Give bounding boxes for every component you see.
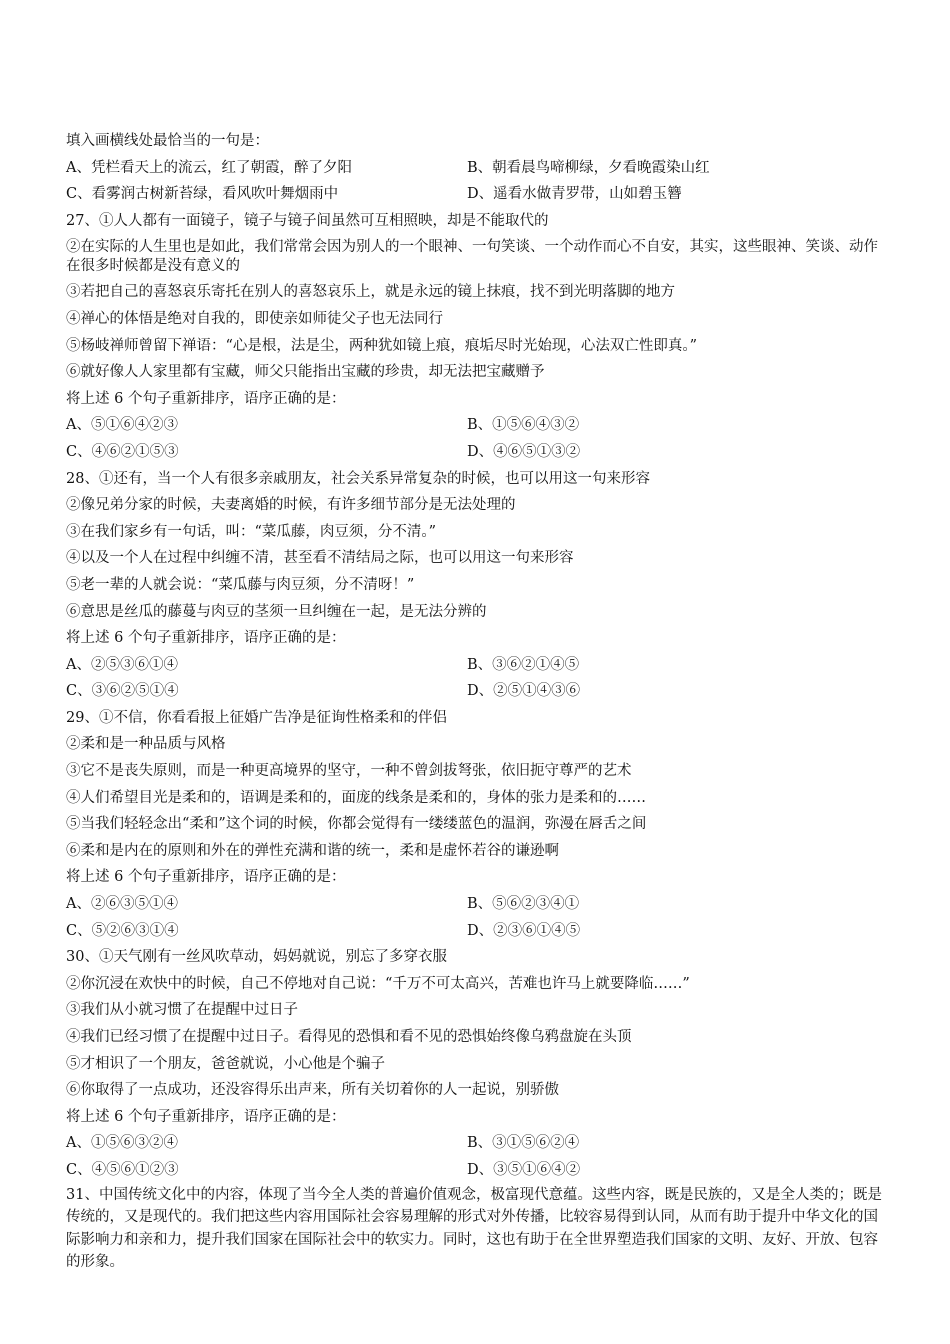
q27-option-c[interactable]: C、④⑥②①⑤③ (66, 443, 179, 460)
q29-sentence-4: ④人们希望目光是柔和的，语调是柔和的，面庞的线条是柔和的，身体的张力是柔和的…… (66, 789, 646, 806)
q30-options-row-1 (66, 1130, 890, 1157)
q29-sentence-6: ⑥柔和是内在的原则和外在的弹性充满和谐的统一，柔和是虚怀若谷的谦逊啊 (66, 842, 559, 859)
q28-option-c[interactable]: C、③⑥②⑤①④ (66, 683, 179, 700)
q30-sentence-4: ④我们已经习惯了在提醒中过日子。看得见的恐惧和看不见的恐惧始终像乌鸦盘旋在头顶 (66, 1029, 632, 1045)
q29-option-d[interactable]: D、②③⑥①④⑤ (467, 922, 581, 939)
q26-option-d[interactable]: D、遥看水做青罗带，山如碧玉簪 (467, 186, 682, 203)
q28-options-row-1 (66, 652, 890, 679)
q26-options-row-1 (66, 155, 890, 182)
q28-sentence-5: ⑤老一辈的人就会说：“菜瓜藤与肉豆须，分不清呀！” (66, 576, 415, 593)
q27-sentence-2: ②在实际的人生里也是如此，我们常常会因为别人的一个眼神、一句笑谈、一个动作而心不自安，其实，这些眼神、笑谈、动作在很多时候都是没有意义的 (66, 239, 878, 275)
q29-option-a[interactable]: A、②⑥③⑤①④ (66, 896, 178, 913)
q29-option-c[interactable]: C、⑤②⑥③①④ (66, 922, 179, 939)
q28-sentence-2: ②像兄弟分家的时候，夫妻离婚的时候，有许多细节部分是无法处理的 (66, 497, 516, 514)
q30-sentence-6: ⑥你取得了一点成功，还没容得乐出声来，所有关切着你的人一起说，别骄傲 (66, 1082, 559, 1099)
q28-option-b[interactable]: B、③⑥②①④⑤ (467, 656, 580, 673)
q29-prompt: 将上述 6 个句子重新排序，语序正确的是： (66, 869, 346, 886)
q30-option-d[interactable]: D、③⑤①⑥④② (467, 1161, 581, 1178)
q27-options-row-2 (66, 439, 890, 466)
q27-option-b[interactable]: B、①⑤⑥④③② (467, 417, 580, 434)
q29-options-row-1 (66, 891, 890, 918)
q26-option-a[interactable]: A、凭栏看天上的流云，红了朝霞，醉了夕阳 (66, 159, 352, 176)
q27-sentence-3: ③若把自己的喜怒哀乐寄托在别人的喜怒哀乐上，就是永远的镜上抹痕，找不到光明落脚的地方 (66, 284, 675, 301)
q30-option-a[interactable]: A、①⑤⑥③②④ (66, 1135, 178, 1152)
q28-sentence-6: ⑥意思是丝瓜的藤蔓与肉豆的茎须一旦纠缠在一起，是无法分辨的 (66, 603, 487, 620)
q27-sentence-6: ⑥就好像人人家里都有宝藏，师父只能指出宝藏的珍贵，却无法把宝藏赠予 (66, 364, 545, 381)
q29-sentence-3: ③它不是丧失原则，而是一种更高境界的坚守，一种不曾剑拔弩张，依旧扼守尊严的艺术 (66, 763, 632, 780)
q29-option-b[interactable]: B、⑤⑥②③④① (467, 896, 580, 913)
q30-sentence-5: ⑤才相识了一个朋友，爸爸就说，小心他是个骗子 (66, 1055, 385, 1072)
q26-options-row-2 (66, 181, 890, 208)
q26-option-c[interactable]: C、看雾润古树新苔绿，看风吹叶舞烟雨中 (66, 186, 339, 203)
q30-prompt: 将上述 6 个句子重新排序，语序正确的是： (66, 1108, 346, 1125)
q26-prompt: 填入画横线处最恰当的一句是： (66, 133, 269, 149)
q30-option-b[interactable]: B、③①⑤⑥②④ (467, 1135, 580, 1152)
q31-paragraph: 31、中国传统文化中的内容，体现了当今全人类的普遍价值观念，极富现代意蕴。这些内容，既是民族的，又是全人类的；既是传统的，又是现代的。我们把这些内容用国际社会容易理解的形式对外传播，比较容易得到认同，从而有助于提升中华文化的国际影响力和亲和力，提升我们国家在国际社会中的软实力。同时，这也有助于在全世界塑造我们国家的文明、友好、开放、包容的形象。 (66, 1186, 882, 1271)
q28-option-a[interactable]: A、②⑤③⑥①④ (66, 656, 178, 673)
q30-sentence-3: ③我们从小就习惯了在提醒中过日子 (66, 1002, 298, 1019)
q27-sentence-5: ⑤杨岐禅师曾留下禅语：“心是根，法是尘，两种犹如镜上痕，痕垢尽时光始现，心法双亡性即真。” (66, 337, 698, 354)
q29-sentence-1: 29、①不信，你看看报上征婚广告净是征询性格柔和的伴侣 (66, 709, 447, 726)
q30-options-row-2 (66, 1157, 890, 1184)
q28-option-d[interactable]: D、②⑤①④③⑥ (467, 683, 581, 700)
q27-sentence-1: 27、①人人都有一面镜子，镜子与镜子间虽然可互相照映，却是不能取代的 (66, 212, 549, 229)
q29-sentence-5: ⑤当我们轻轻念出“柔和”这个词的时候，你都会觉得有一缕缕蓝色的温润，弥漫在唇舌之间 (66, 816, 647, 833)
q30-sentence-2: ②你沉浸在欢快中的时候，自己不停地对自己说：“千万不可太高兴，苦难也许马上就要降临……” (66, 975, 690, 992)
q28-prompt: 将上述 6 个句子重新排序，语序正确的是： (66, 630, 346, 647)
q27-sentence-4: ④禅心的体悟是绝对自我的，即使亲如师徒父子也无法同行 (66, 310, 443, 327)
q28-sentence-4: ④以及一个人在过程中纠缠不清，甚至看不清结局之际，也可以用这一句来形容 (66, 550, 574, 567)
q30-option-c[interactable]: C、④⑤⑥①②③ (66, 1161, 179, 1178)
q28-sentence-1: 28、①还有，当一个人有很多亲戚朋友，社会关系异常复杂的时候，也可以用这一句来形容 (66, 470, 650, 487)
q27-option-d[interactable]: D、④⑥⑤①③② (467, 443, 581, 460)
q30-sentence-1: 30、①天气刚有一丝风吹草动，妈妈就说，别忘了多穿衣服 (66, 949, 447, 966)
q27-options-row-1 (66, 412, 890, 439)
q27-prompt: 将上述 6 个句子重新排序，语序正确的是： (66, 390, 346, 407)
q28-options-row-2 (66, 678, 890, 705)
q28-sentence-3: ③在我们家乡有一句话，叫：“菜瓜藤，肉豆须，分不清。” (66, 523, 437, 540)
q26-option-b[interactable]: B、朝看晨鸟啼柳绿，夕看晚霞染山红 (467, 159, 710, 176)
q27-option-a[interactable]: A、⑤①⑥④②③ (66, 417, 178, 434)
q29-options-row-2 (66, 918, 890, 945)
q29-sentence-2: ②柔和是一种品质与风格 (66, 736, 226, 753)
